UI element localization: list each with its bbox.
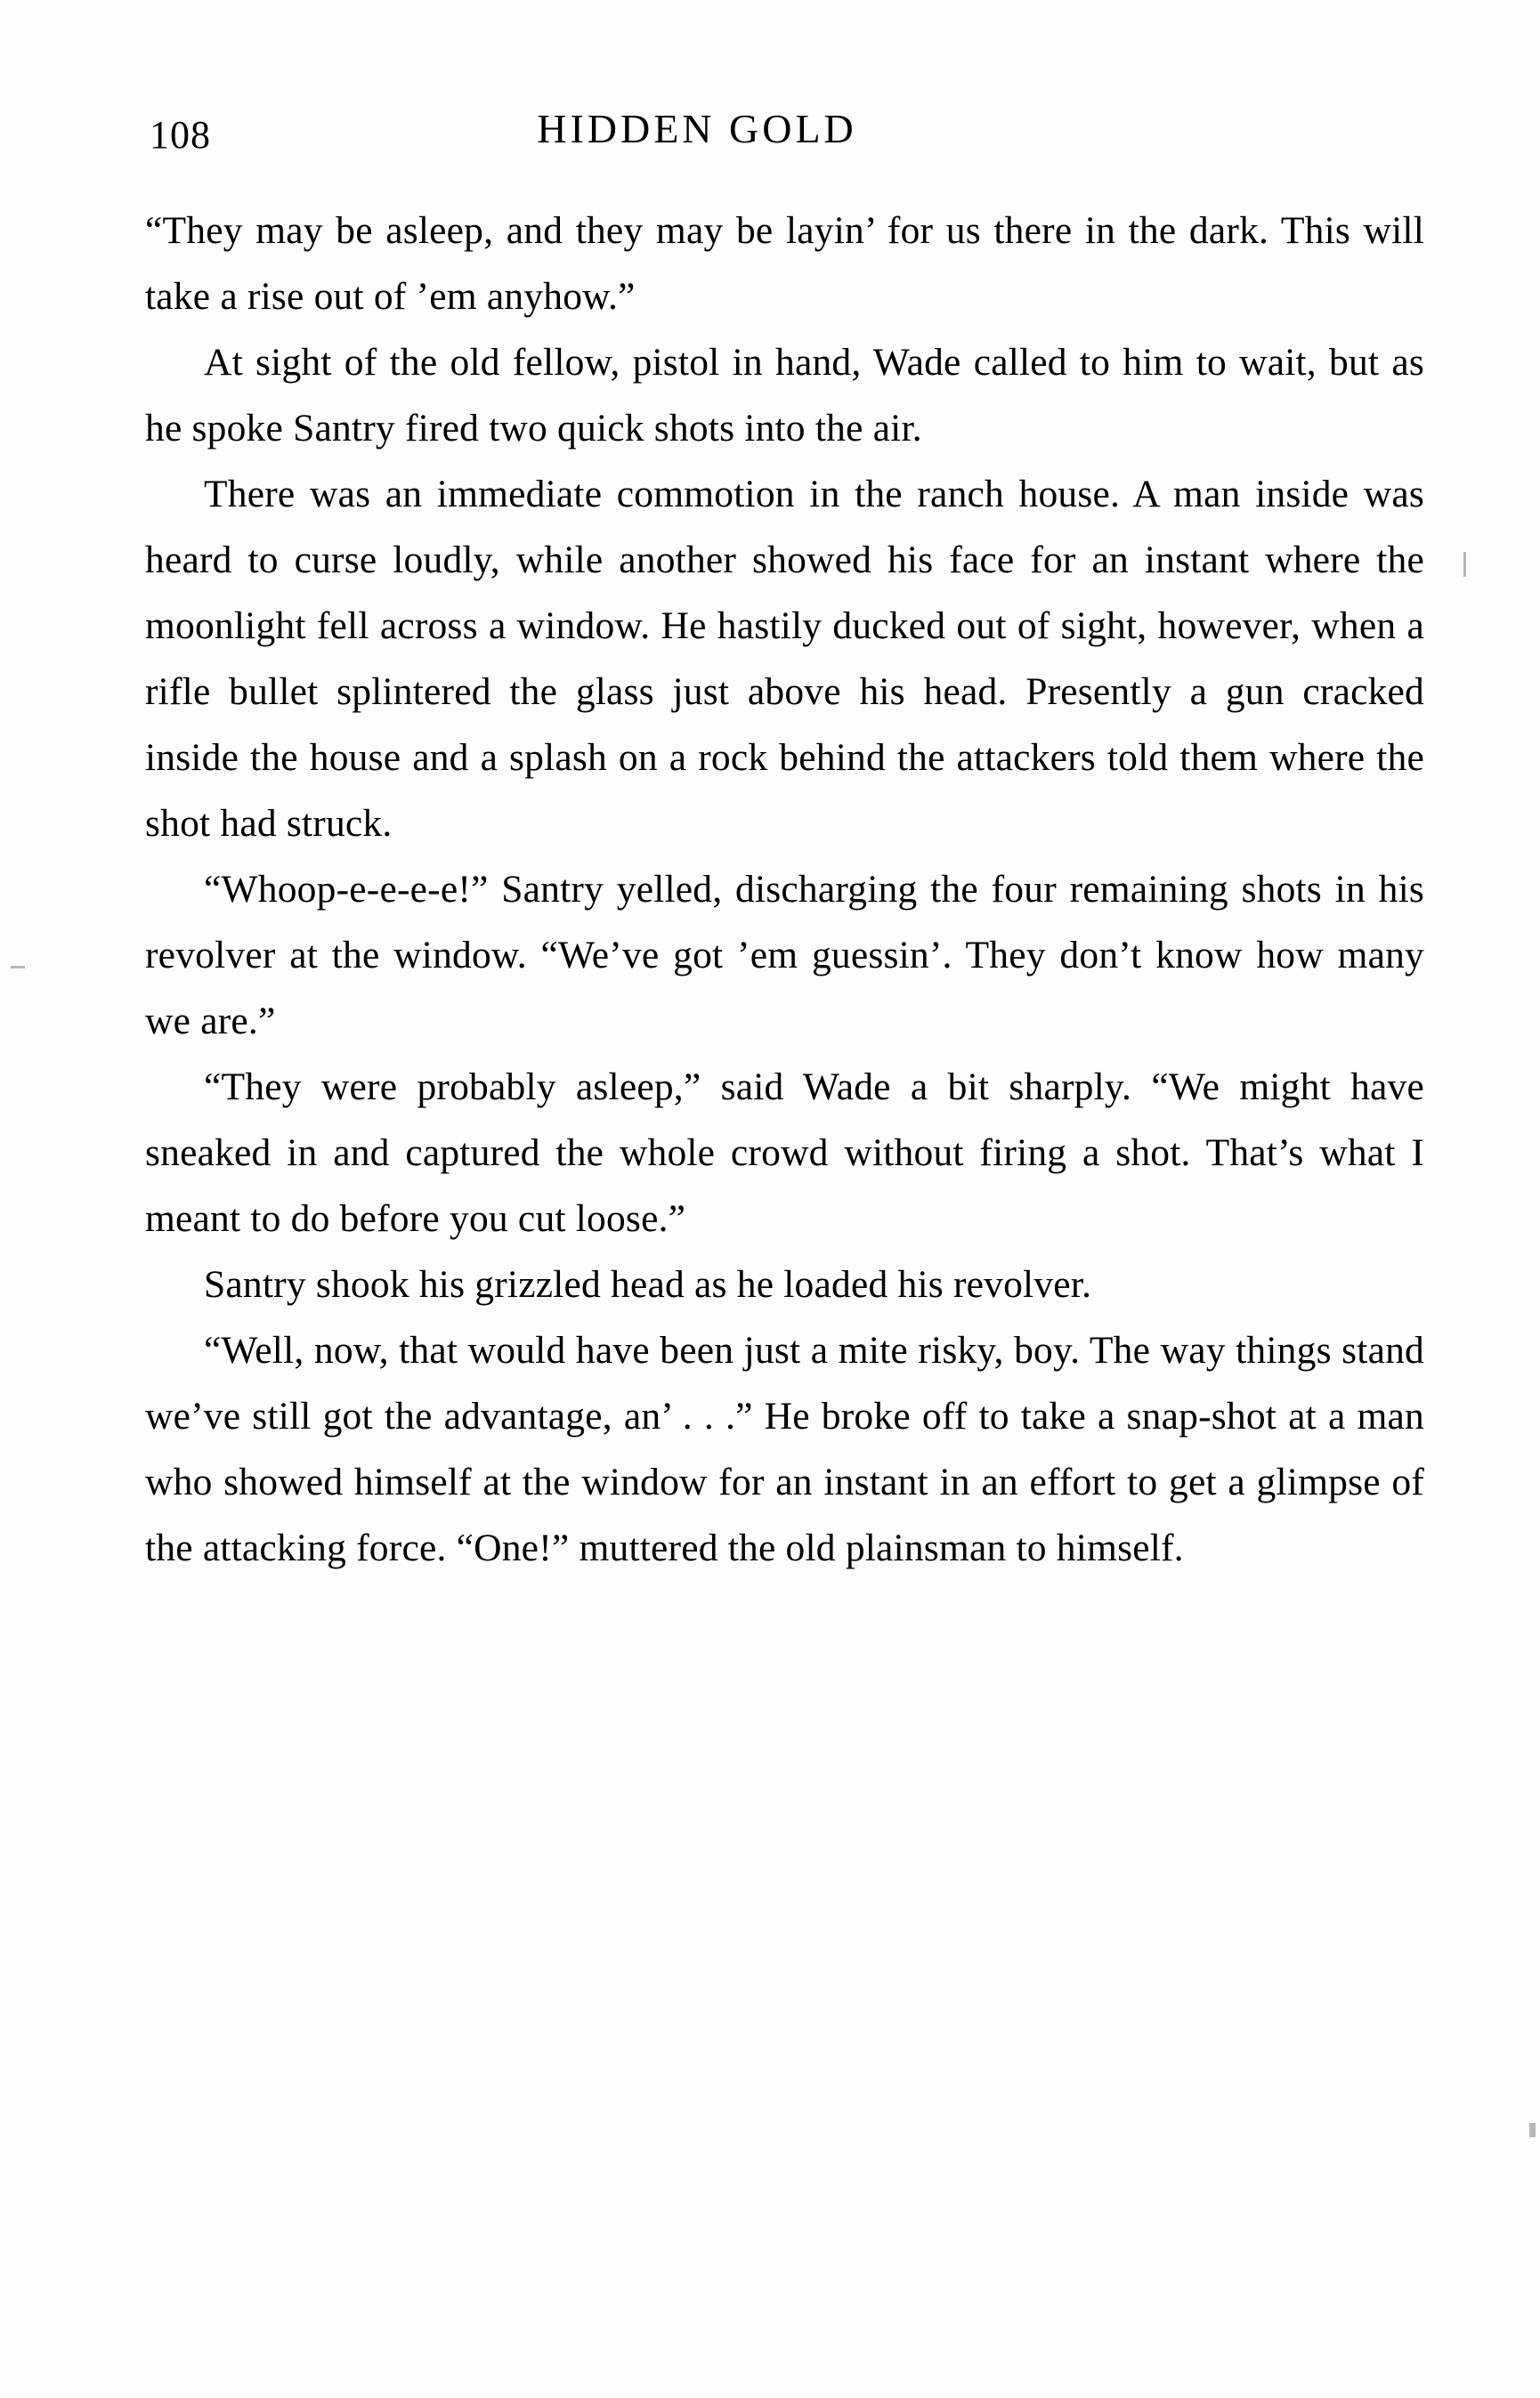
paragraph: At sight of the old fellow, pistol in hand, Wade called to him to wait, but as he spoke Santry fired two quick shots into the air. bbox=[145, 341, 1424, 450]
paragraph: “They may be asleep, and they may be layin’ for us there in the dark. This will take a rise out of ’em anyhow.” bbox=[145, 209, 1424, 318]
body-text bbox=[145, 198, 1424, 1581]
paragraph: Santry shook his grizzled head as he loaded his revolver. bbox=[204, 1263, 1092, 1306]
paragraph: There was an immediate commotion in the ranch house. A man inside was heard to curse loudly, while another showed his face for an instant where the moonlight fell across a window. He hastily ducked out of sight, however, when a rifle bullet splintered the glass just above his head. Presently a gun cracked inside the house and a splash on a rock behind the attackers told them where the shot had struck. bbox=[145, 473, 1424, 845]
scan-speck bbox=[1463, 552, 1466, 577]
running-title: HIDDEN GOLD bbox=[537, 106, 857, 151]
scan-speck bbox=[11, 966, 25, 968]
scan-speck bbox=[1529, 2123, 1536, 2137]
paragraph: “Whoop-e-e-e-e!” Santry yelled, discharging the four remaining shots in his revolver at the window. “We’ve got ’em guessin’. They don’t know how many we are.” bbox=[145, 868, 1424, 1042]
paragraph: “They were probably asleep,” said Wade a bit sharply. “We might have sneaked in and captured the whole crowd without firing a shot. That’s what I meant to do before you cut loose.” bbox=[145, 1065, 1424, 1240]
paragraph: “Well, now, that would have been just a mite risky, boy. The way things stand we’ve still got the advantage, an’ . . .” He broke off to take a snap-shot at a man who showed himself at the window for an instant in an effort to get a glimpse of the attacking force. “One!” muttered the old plainsman to himself. bbox=[145, 1329, 1424, 1569]
page-header bbox=[150, 105, 1414, 167]
page-number: 108 bbox=[150, 113, 211, 157]
